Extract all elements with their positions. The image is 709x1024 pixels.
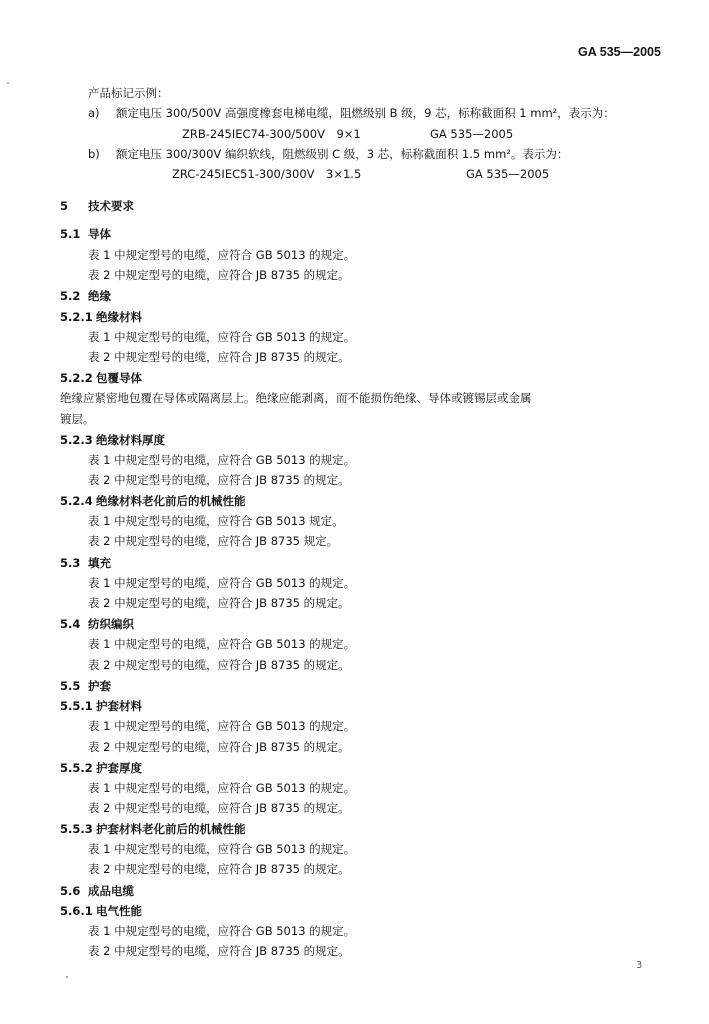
section-5-2-1-line-1: 表 1 中规定型号的电缆，应符合 GB 5013 的规定。 bbox=[88, 330, 356, 344]
section-5-1-line-1: 表 1 中规定型号的电缆，应符合 GB 5013 的规定。 bbox=[88, 248, 356, 262]
example-intro: 产品标记示例： bbox=[88, 86, 169, 100]
section-5-5-1-heading bbox=[60, 698, 142, 714]
section-5-1-line-2: 表 2 中规定型号的电缆，应符合 JB 8735 的规定。 bbox=[88, 268, 350, 282]
section-5-2-4-line-1: 表 1 中规定型号的电缆，应符合 GB 5013 规定。 bbox=[88, 514, 344, 528]
section-5-5-2-heading bbox=[60, 760, 142, 776]
section-number: 5.1 bbox=[60, 227, 81, 241]
section-5-2-3-heading bbox=[60, 432, 165, 448]
section-title: 导体 bbox=[88, 227, 111, 241]
example-a-standard: GA 535—2005 bbox=[430, 127, 514, 141]
scan-speck bbox=[7, 82, 9, 84]
section-number: 5.2.2 bbox=[60, 371, 93, 385]
section-title: 绝缘 bbox=[88, 289, 111, 303]
section-title: 护套材料 bbox=[96, 699, 142, 713]
example-a-code: ZRB-245IEC74-300/500V 9×1 bbox=[182, 127, 361, 141]
section-5-2-3-line-2: 表 2 中规定型号的电缆，应符合 JB 8735 的规定。 bbox=[88, 473, 350, 487]
section-5-5-2-line-2: 表 2 中规定型号的电缆，应符合 JB 8735 的规定。 bbox=[88, 801, 350, 815]
section-5-2-2-heading bbox=[60, 370, 142, 386]
example-a-text: 额定电压 300/500V 高强度橡套电梯电缆，阻燃级别 B 级，9 芯，标称截面积 1 mm²，表示为： bbox=[116, 106, 615, 120]
section-number: 5.6.1 bbox=[60, 904, 93, 918]
section-5-3-line-1: 表 1 中规定型号的电缆，应符合 GB 5013 的规定。 bbox=[88, 576, 356, 590]
section-title: 护套 bbox=[88, 679, 111, 693]
example-b-marker: b) bbox=[88, 147, 100, 161]
section-number: 5.5.3 bbox=[60, 822, 93, 836]
section-number: 5.5.1 bbox=[60, 699, 93, 713]
section-5-6-1-heading bbox=[60, 903, 142, 919]
example-b-code: ZRC-245IEC51-300/300V 3×1.5 bbox=[172, 167, 362, 181]
section-number: 5.2.1 bbox=[60, 310, 93, 324]
section-5-3-heading bbox=[60, 555, 111, 571]
page-number: 3 bbox=[636, 960, 643, 971]
section-5-5-heading bbox=[60, 678, 111, 694]
section-5-2-2-paragraph-line-2: 镀层。 bbox=[60, 412, 95, 426]
section-number: 5.4 bbox=[60, 617, 81, 631]
section-title: 绝缘材料厚度 bbox=[96, 433, 165, 447]
section-number: 5.2 bbox=[60, 289, 81, 303]
section-5-4-heading bbox=[60, 616, 134, 632]
section-5-4-line-1: 表 1 中规定型号的电缆，应符合 GB 5013 的规定。 bbox=[88, 637, 356, 651]
section-title: 绝缘材料老化前后的机械性能 bbox=[96, 494, 246, 508]
section-5-4-line-2: 表 2 中规定型号的电缆，应符合 JB 8735 的规定。 bbox=[88, 658, 350, 672]
example-b-text: 额定电压 300/300V 编织软线，阻燃级别 C 级，3 芯，标称截面积 1.5 mm²。表示为： bbox=[116, 147, 569, 161]
document-code-header: GA 535—2005 bbox=[578, 45, 661, 59]
section-title: 纺织编织 bbox=[88, 617, 134, 631]
section-5-1-heading bbox=[60, 226, 111, 242]
section-5-2-4-line-2: 表 2 中规定型号的电缆，应符合 JB 8735 规定。 bbox=[88, 534, 339, 548]
section-5-2-4-heading bbox=[60, 493, 246, 509]
section-number: 5 bbox=[60, 199, 69, 213]
section-5-2-2-paragraph-line-1: 绝缘应紧密地包覆在导体或隔离层上。绝缘应能剥离，而不能损伤绝缘、导体或镀锡层或金属 bbox=[60, 391, 532, 405]
section-5-5-2-line-1: 表 1 中规定型号的电缆，应符合 GB 5013 的规定。 bbox=[88, 781, 356, 795]
section-5-2-1-heading bbox=[60, 309, 142, 325]
section-5-heading bbox=[60, 198, 134, 214]
section-title: 护套厚度 bbox=[96, 761, 142, 775]
section-title: 电气性能 bbox=[96, 904, 142, 918]
section-number: 5.6 bbox=[60, 884, 81, 898]
section-title: 包覆导体 bbox=[96, 371, 142, 385]
section-5-3-line-2: 表 2 中规定型号的电缆，应符合 JB 8735 的规定。 bbox=[88, 596, 350, 610]
section-5-5-3-line-1: 表 1 中规定型号的电缆，应符合 GB 5013 的规定。 bbox=[88, 842, 356, 856]
section-5-6-1-line-1: 表 1 中规定型号的电缆，应符合 GB 5013 的规定。 bbox=[88, 924, 356, 938]
section-5-5-1-line-2: 表 2 中规定型号的电缆，应符合 JB 8735 的规定。 bbox=[88, 740, 350, 754]
section-number: 5.5 bbox=[60, 679, 81, 693]
section-5-2-3-line-1: 表 1 中规定型号的电缆，应符合 GB 5013 的规定。 bbox=[88, 453, 356, 467]
section-5-2-1-line-2: 表 2 中规定型号的电缆，应符合 JB 8735 的规定。 bbox=[88, 350, 350, 364]
section-title: 护套材料老化前后的机械性能 bbox=[96, 822, 246, 836]
section-number: 5.3 bbox=[60, 556, 81, 570]
scan-speck bbox=[66, 976, 68, 978]
section-5-6-1-line-2: 表 2 中规定型号的电缆，应符合 JB 8735 的规定。 bbox=[88, 944, 350, 958]
section-title: 绝缘材料 bbox=[96, 310, 142, 324]
section-5-2-heading bbox=[60, 288, 111, 304]
section-number: 5.2.3 bbox=[60, 433, 93, 447]
section-number: 5.2.4 bbox=[60, 494, 93, 508]
example-a-marker: a) bbox=[88, 106, 100, 120]
section-5-6-heading bbox=[60, 883, 134, 899]
section-number: 5.5.2 bbox=[60, 761, 93, 775]
example-b-standard: GA 535—2005 bbox=[466, 167, 550, 181]
section-title: 技术要求 bbox=[88, 199, 134, 213]
section-title: 成品电缆 bbox=[88, 884, 134, 898]
section-5-5-3-line-2: 表 2 中规定型号的电缆，应符合 JB 8735 的规定。 bbox=[88, 862, 350, 876]
section-5-5-1-line-1: 表 1 中规定型号的电缆，应符合 GB 5013 的规定。 bbox=[88, 719, 356, 733]
section-5-5-3-heading bbox=[60, 821, 246, 837]
section-title: 填充 bbox=[88, 556, 111, 570]
